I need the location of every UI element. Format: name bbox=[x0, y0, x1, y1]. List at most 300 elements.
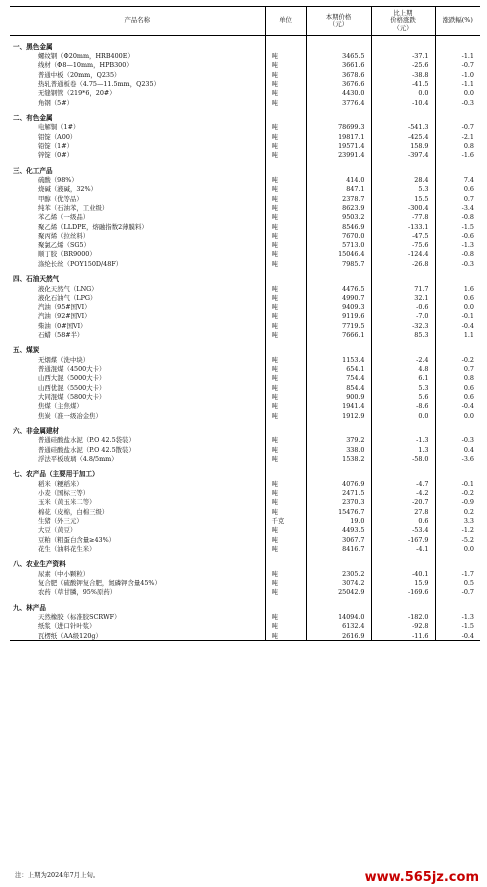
empty-cell bbox=[435, 166, 480, 176]
category-row bbox=[10, 166, 480, 176]
product-name: 聚丙烯（拉丝料） bbox=[38, 231, 90, 240]
product-name: 无缝钢管（219*6，20#） bbox=[38, 89, 116, 98]
product-name: 角钢（5#） bbox=[38, 98, 73, 107]
product-name: 复合肥（硫酸钾复合肥，氮磷钾含量45%） bbox=[38, 579, 161, 587]
change-cell: -20.7 bbox=[371, 498, 435, 507]
unit-cell: 吨 bbox=[265, 123, 306, 132]
footnote: 注：上期为2024年7月上旬。 bbox=[15, 871, 100, 879]
price-cell: 3678.6 bbox=[306, 70, 371, 79]
table-row bbox=[10, 203, 480, 212]
table-row bbox=[10, 222, 480, 231]
header-pct: 涨跌幅(%) bbox=[435, 7, 480, 36]
header-row bbox=[10, 7, 480, 36]
empty-cell bbox=[435, 346, 480, 356]
price-cell: 3074.2 bbox=[306, 578, 371, 587]
price-cell: 9409.3 bbox=[306, 303, 371, 312]
change-cell: -37.1 bbox=[371, 52, 435, 61]
category-row bbox=[10, 426, 480, 436]
header-name: 产品名称 bbox=[10, 7, 265, 36]
empty-cell bbox=[306, 113, 371, 123]
empty-cell bbox=[265, 42, 306, 52]
pct-cell: -0.6 bbox=[435, 231, 480, 240]
price-cell: 78699.3 bbox=[306, 123, 371, 132]
unit-cell: 吨 bbox=[265, 185, 306, 194]
product-name: 大豆（黄豆） bbox=[38, 526, 77, 535]
price-cell: 2616.9 bbox=[306, 631, 371, 641]
unit-cell: 吨 bbox=[265, 392, 306, 401]
table-row bbox=[10, 631, 480, 641]
category-row bbox=[10, 560, 480, 570]
category-title: 三、化工产品 bbox=[13, 166, 53, 175]
price-cell: 2471.5 bbox=[306, 488, 371, 497]
change-cell: -4.2 bbox=[371, 488, 435, 497]
category-title: 二、有色金属 bbox=[13, 114, 53, 123]
price-cell: 7985.7 bbox=[306, 259, 371, 268]
price-cell: 19571.4 bbox=[306, 141, 371, 150]
change-cell: 158.9 bbox=[371, 141, 435, 150]
change-cell: -2.4 bbox=[371, 355, 435, 364]
product-name: 花生（油料花生米） bbox=[38, 544, 96, 553]
unit-cell: 吨 bbox=[265, 89, 306, 98]
table-row bbox=[10, 312, 480, 321]
price-cell: 2370.3 bbox=[306, 498, 371, 507]
unit-cell: 吨 bbox=[265, 231, 306, 240]
unit-cell: 吨 bbox=[265, 612, 306, 621]
product-name: 普通混煤（4500大卡） bbox=[38, 365, 106, 374]
category-row bbox=[10, 346, 480, 356]
product-name: 稻米（粳稻米） bbox=[38, 479, 83, 488]
category-row bbox=[10, 470, 480, 480]
empty-cell bbox=[435, 113, 480, 123]
pct-cell: -3.4 bbox=[435, 203, 480, 212]
unit-cell: 吨 bbox=[265, 175, 306, 184]
price-cell: 3067.7 bbox=[306, 535, 371, 544]
category-row bbox=[10, 42, 480, 52]
pct-cell: -3.6 bbox=[435, 454, 480, 463]
unit-cell: 吨 bbox=[265, 631, 306, 641]
table-row bbox=[10, 213, 480, 222]
price-cell: 3661.6 bbox=[306, 61, 371, 70]
pct-cell: -1.7 bbox=[435, 569, 480, 578]
category-row bbox=[10, 603, 480, 613]
product-name: 聚乙烯（LLDPE，熔融指数2薄膜料） bbox=[38, 222, 148, 231]
unit-cell: 吨 bbox=[265, 383, 306, 392]
product-name: 热轧普通板卷（4.75—11.5mm，Q235） bbox=[38, 80, 160, 89]
category-title: 八、农业生产资料 bbox=[13, 560, 66, 569]
product-name: 石蜡（58#半） bbox=[38, 331, 84, 340]
change-cell: -0.6 bbox=[371, 303, 435, 312]
empty-cell bbox=[265, 470, 306, 480]
category-title: 九、林产品 bbox=[13, 603, 46, 612]
table-row bbox=[10, 98, 480, 107]
table-row bbox=[10, 175, 480, 184]
unit-cell: 吨 bbox=[265, 622, 306, 631]
price-cell: 1941.4 bbox=[306, 402, 371, 411]
pct-cell: -1.5 bbox=[435, 222, 480, 231]
table-row bbox=[10, 488, 480, 497]
change-cell: -25.6 bbox=[371, 61, 435, 70]
pct-cell: -0.1 bbox=[435, 312, 480, 321]
table-row bbox=[10, 445, 480, 454]
table-row bbox=[10, 578, 480, 587]
change-cell: -38.8 bbox=[371, 70, 435, 79]
table-row bbox=[10, 52, 480, 61]
table-row bbox=[10, 526, 480, 535]
table-row bbox=[10, 374, 480, 383]
price-cell: 6132.4 bbox=[306, 622, 371, 631]
table-row bbox=[10, 303, 480, 312]
category-row bbox=[10, 113, 480, 123]
price-cell: 1153.4 bbox=[306, 355, 371, 364]
product-name: 纯苯（石油苯，工业级） bbox=[38, 204, 109, 212]
unit-cell: 吨 bbox=[265, 194, 306, 203]
price-cell: 9119.6 bbox=[306, 312, 371, 321]
price-cell: 1538.2 bbox=[306, 454, 371, 463]
unit-cell: 吨 bbox=[265, 588, 306, 597]
empty-cell bbox=[371, 470, 435, 480]
change-cell: 1.3 bbox=[371, 445, 435, 454]
empty-cell bbox=[435, 426, 480, 436]
product-name: 汽油（92#国VI） bbox=[38, 312, 91, 321]
price-table bbox=[10, 6, 480, 641]
category-title: 六、非金属建材 bbox=[13, 427, 60, 436]
pct-cell: 0.7 bbox=[435, 194, 480, 203]
price-cell: 4493.5 bbox=[306, 526, 371, 535]
empty-cell bbox=[306, 42, 371, 52]
table-row bbox=[10, 185, 480, 194]
product-name: 生猪（外三元） bbox=[38, 517, 83, 526]
change-cell: -11.6 bbox=[371, 631, 435, 641]
empty-cell bbox=[435, 42, 480, 52]
change-cell: -40.1 bbox=[371, 569, 435, 578]
pct-cell: -1.5 bbox=[435, 622, 480, 631]
product-name: 汽油（95#国VI） bbox=[38, 303, 91, 312]
table-row bbox=[10, 89, 480, 98]
pct-cell: -0.8 bbox=[435, 213, 480, 222]
product-name: 纸浆（进口针叶浆） bbox=[38, 622, 96, 631]
pct-cell: -2.1 bbox=[435, 132, 480, 141]
pct-cell: -0.1 bbox=[435, 479, 480, 488]
price-cell: 15476.7 bbox=[306, 507, 371, 516]
pct-cell: 0.0 bbox=[435, 544, 480, 553]
change-cell: -10.4 bbox=[371, 98, 435, 107]
product-name: 豆粕（粗蛋白含量≥43%） bbox=[38, 535, 116, 544]
product-name: 农药（草甘膦，95%原药） bbox=[38, 588, 117, 597]
change-cell: -58.0 bbox=[371, 454, 435, 463]
empty-cell bbox=[306, 426, 371, 436]
product-name: 瓦楞纸（AA级120g） bbox=[10, 631, 265, 641]
unit-cell: 吨 bbox=[265, 303, 306, 312]
pct-cell: -0.4 bbox=[435, 402, 480, 411]
empty-cell bbox=[371, 346, 435, 356]
empty-cell bbox=[435, 274, 480, 284]
table-row bbox=[10, 454, 480, 463]
change-cell: -167.9 bbox=[371, 535, 435, 544]
table-row bbox=[10, 284, 480, 293]
unit-cell: 吨 bbox=[265, 79, 306, 88]
unit-cell: 吨 bbox=[265, 544, 306, 553]
change-cell: -1.3 bbox=[371, 436, 435, 445]
table-row bbox=[10, 231, 480, 240]
change-cell: -47.5 bbox=[371, 231, 435, 240]
pct-cell: -0.2 bbox=[435, 488, 480, 497]
change-cell: -77.8 bbox=[371, 213, 435, 222]
product-name: 浮法平板玻璃（4.8/5mm） bbox=[38, 455, 118, 464]
price-cell: 1912.9 bbox=[306, 411, 371, 420]
category-title: 一、黑色金属 bbox=[13, 42, 53, 51]
unit-cell: 吨 bbox=[265, 411, 306, 420]
price-cell: 8416.7 bbox=[306, 544, 371, 553]
empty-cell bbox=[371, 560, 435, 570]
product-name: 焦炭（准一级冶金焦） bbox=[38, 411, 102, 420]
empty-cell bbox=[371, 426, 435, 436]
pct-cell: -1.0 bbox=[435, 70, 480, 79]
price-cell: 847.1 bbox=[306, 185, 371, 194]
empty-cell bbox=[306, 470, 371, 480]
table-row bbox=[10, 259, 480, 268]
price-cell: 25042.9 bbox=[306, 588, 371, 597]
empty-cell bbox=[306, 603, 371, 613]
price-cell: 414.0 bbox=[306, 175, 371, 184]
table-row bbox=[10, 194, 480, 203]
product-name: 电解铜（1#） bbox=[38, 123, 80, 132]
table-row bbox=[10, 123, 480, 132]
product-name: 甲醇（优等品） bbox=[38, 194, 83, 203]
table-row bbox=[10, 61, 480, 70]
change-cell: 15.5 bbox=[371, 194, 435, 203]
empty-cell bbox=[371, 166, 435, 176]
pct-cell: 0.6 bbox=[435, 383, 480, 392]
change-cell: -32.3 bbox=[371, 321, 435, 330]
price-cell: 338.0 bbox=[306, 445, 371, 454]
unit-cell: 千克 bbox=[265, 516, 306, 525]
pct-cell: -0.9 bbox=[435, 498, 480, 507]
price-cell: 654.1 bbox=[306, 365, 371, 374]
header-change: 比上期 价格涨跌 （元） bbox=[371, 7, 435, 36]
table-row bbox=[10, 507, 480, 516]
empty-cell bbox=[306, 346, 371, 356]
empty-cell bbox=[306, 274, 371, 284]
product-name: 大同混煤（5800大卡） bbox=[38, 393, 106, 402]
table-row bbox=[10, 402, 480, 411]
table-row bbox=[10, 436, 480, 445]
product-name: 液化石油气（LPG） bbox=[38, 293, 97, 302]
change-cell: 85.3 bbox=[371, 330, 435, 339]
empty-cell bbox=[435, 470, 480, 480]
unit-cell: 吨 bbox=[265, 578, 306, 587]
pct-cell: -1.2 bbox=[435, 526, 480, 535]
change-cell: 4.8 bbox=[371, 365, 435, 374]
change-cell: 32.1 bbox=[371, 293, 435, 302]
change-cell: -26.8 bbox=[371, 259, 435, 268]
product-name: 液化天然气（LNG） bbox=[38, 284, 98, 293]
product-name: 涤纶长丝（POY150D/48F） bbox=[38, 259, 123, 268]
unit-cell: 吨 bbox=[265, 330, 306, 339]
table-row bbox=[10, 70, 480, 79]
price-cell: 7719.5 bbox=[306, 321, 371, 330]
table-row bbox=[10, 383, 480, 392]
unit-cell: 吨 bbox=[265, 293, 306, 302]
product-name: 螺纹钢（Φ20mm，HRB400E） bbox=[38, 52, 134, 61]
price-cell: 3465.5 bbox=[306, 52, 371, 61]
pct-cell: -0.8 bbox=[435, 250, 480, 259]
unit-cell: 吨 bbox=[265, 241, 306, 250]
table-row bbox=[10, 250, 480, 259]
header-unit: 单位 bbox=[265, 7, 306, 36]
pct-cell: -1.6 bbox=[435, 151, 480, 160]
change-cell: -124.4 bbox=[371, 250, 435, 259]
watermark: www.565jz.com bbox=[364, 870, 479, 885]
unit-cell: 吨 bbox=[265, 70, 306, 79]
unit-cell: 吨 bbox=[265, 454, 306, 463]
change-cell: 15.9 bbox=[371, 578, 435, 587]
change-cell: -75.6 bbox=[371, 241, 435, 250]
empty-cell bbox=[371, 603, 435, 613]
product-name: 聚氯乙烯（SG5） bbox=[38, 241, 90, 250]
product-name: 尿素（中小颗粒） bbox=[38, 569, 90, 578]
table-row bbox=[10, 479, 480, 488]
change-cell: 28.4 bbox=[371, 175, 435, 184]
table-row bbox=[10, 365, 480, 374]
price-cell: 7666.1 bbox=[306, 330, 371, 339]
table-row bbox=[10, 321, 480, 330]
unit-cell: 吨 bbox=[265, 402, 306, 411]
change-cell: -7.0 bbox=[371, 312, 435, 321]
pct-cell: 0.8 bbox=[435, 374, 480, 383]
empty-cell bbox=[265, 166, 306, 176]
product-name: 天然橡胶（标准胶SCRWF） bbox=[38, 613, 121, 622]
price-cell: 15046.4 bbox=[306, 250, 371, 259]
change-cell: 71.7 bbox=[371, 284, 435, 293]
pct-cell: -1.1 bbox=[435, 52, 480, 61]
price-cell: 14094.0 bbox=[306, 612, 371, 621]
pct-cell: 7.4 bbox=[435, 175, 480, 184]
pct-cell: -0.3 bbox=[435, 98, 480, 107]
product-name: 烧碱（液碱，32%） bbox=[38, 185, 97, 194]
price-cell: 9503.2 bbox=[306, 213, 371, 222]
price-cell: 7670.0 bbox=[306, 231, 371, 240]
pct-cell: -0.3 bbox=[435, 259, 480, 268]
table-row bbox=[10, 498, 480, 507]
pct-cell: 3.3 bbox=[435, 516, 480, 525]
product-name: 硫酸（98%） bbox=[38, 176, 78, 185]
product-name: 铅锭（1#） bbox=[38, 142, 73, 151]
table-row bbox=[10, 612, 480, 621]
change-cell: -182.0 bbox=[371, 612, 435, 621]
unit-cell: 吨 bbox=[265, 141, 306, 150]
change-cell: 5.3 bbox=[371, 185, 435, 194]
table-row bbox=[10, 588, 480, 597]
pct-cell: 1.6 bbox=[435, 284, 480, 293]
unit-cell: 吨 bbox=[265, 365, 306, 374]
pct-cell: 0.8 bbox=[435, 141, 480, 150]
pct-cell: -1.3 bbox=[435, 241, 480, 250]
change-cell: 0.0 bbox=[371, 411, 435, 420]
pct-cell: -0.3 bbox=[435, 436, 480, 445]
empty-cell bbox=[265, 426, 306, 436]
change-cell: -41.5 bbox=[371, 79, 435, 88]
pct-cell: 0.6 bbox=[435, 293, 480, 302]
product-name: 柴油（0#国VI） bbox=[38, 321, 87, 330]
product-name: 线材（Φ8—10mm，HPB300） bbox=[38, 61, 133, 70]
unit-cell: 吨 bbox=[265, 507, 306, 516]
pct-cell: 0.2 bbox=[435, 507, 480, 516]
change-cell: -397.4 bbox=[371, 151, 435, 160]
unit-cell: 吨 bbox=[265, 498, 306, 507]
price-cell: 4990.7 bbox=[306, 293, 371, 302]
product-name: 普通硅酸盐水泥（P.O 42.5散装） bbox=[38, 445, 135, 454]
unit-cell: 吨 bbox=[265, 321, 306, 330]
change-cell: -169.6 bbox=[371, 588, 435, 597]
product-name: 山西大混（5000大卡） bbox=[38, 374, 106, 383]
pct-cell: -0.7 bbox=[435, 123, 480, 132]
pct-cell: 0.7 bbox=[435, 365, 480, 374]
unit-cell: 吨 bbox=[265, 132, 306, 141]
table-row bbox=[10, 79, 480, 88]
unit-cell: 吨 bbox=[265, 52, 306, 61]
category-row bbox=[10, 274, 480, 284]
product-name: 顺丁胶（BR9000） bbox=[38, 250, 96, 259]
change-cell: 6.1 bbox=[371, 374, 435, 383]
table-row bbox=[10, 355, 480, 364]
price-cell: 8623.9 bbox=[306, 203, 371, 212]
pct-cell: 0.0 bbox=[435, 411, 480, 420]
unit-cell: 吨 bbox=[265, 151, 306, 160]
empty-cell bbox=[371, 113, 435, 123]
table-row bbox=[10, 392, 480, 401]
empty-cell bbox=[371, 42, 435, 52]
unit-cell: 吨 bbox=[265, 445, 306, 454]
price-cell: 3776.4 bbox=[306, 98, 371, 107]
pct-cell: 0.4 bbox=[435, 445, 480, 454]
unit-cell: 吨 bbox=[265, 374, 306, 383]
table-row bbox=[10, 241, 480, 250]
price-cell: 2378.7 bbox=[306, 194, 371, 203]
product-name: 玉米（黄玉米二等） bbox=[38, 498, 96, 507]
change-cell: -92.8 bbox=[371, 622, 435, 631]
pct-cell: -0.4 bbox=[435, 321, 480, 330]
product-name: 普通中板（20mm，Q235） bbox=[38, 70, 121, 79]
price-cell: 4076.9 bbox=[306, 479, 371, 488]
pct-cell: -0.7 bbox=[435, 588, 480, 597]
pct-cell: -1.3 bbox=[435, 612, 480, 621]
price-cell: 5713.0 bbox=[306, 241, 371, 250]
price-cell: 19817.1 bbox=[306, 132, 371, 141]
price-cell: 379.2 bbox=[306, 436, 371, 445]
product-name: 焦煤（主焦煤） bbox=[38, 402, 83, 411]
empty-cell bbox=[371, 274, 435, 284]
table-row bbox=[10, 569, 480, 578]
empty-cell bbox=[265, 346, 306, 356]
pct-cell: -5.2 bbox=[435, 535, 480, 544]
price-cell: 2305.2 bbox=[306, 569, 371, 578]
price-cell: 854.4 bbox=[306, 383, 371, 392]
price-cell: 19.0 bbox=[306, 516, 371, 525]
unit-cell: 吨 bbox=[265, 98, 306, 107]
table-body bbox=[10, 36, 480, 641]
unit-cell: 吨 bbox=[265, 312, 306, 321]
table-row bbox=[10, 535, 480, 544]
unit-cell: 吨 bbox=[265, 488, 306, 497]
price-cell: 4430.0 bbox=[306, 89, 371, 98]
table-row bbox=[10, 132, 480, 141]
empty-cell bbox=[435, 560, 480, 570]
unit-cell: 吨 bbox=[265, 479, 306, 488]
change-cell: -541.3 bbox=[371, 123, 435, 132]
product-name: 普通硅酸盐水泥（P.O 42.5袋装） bbox=[38, 436, 135, 445]
empty-cell bbox=[265, 274, 306, 284]
unit-cell: 吨 bbox=[265, 213, 306, 222]
